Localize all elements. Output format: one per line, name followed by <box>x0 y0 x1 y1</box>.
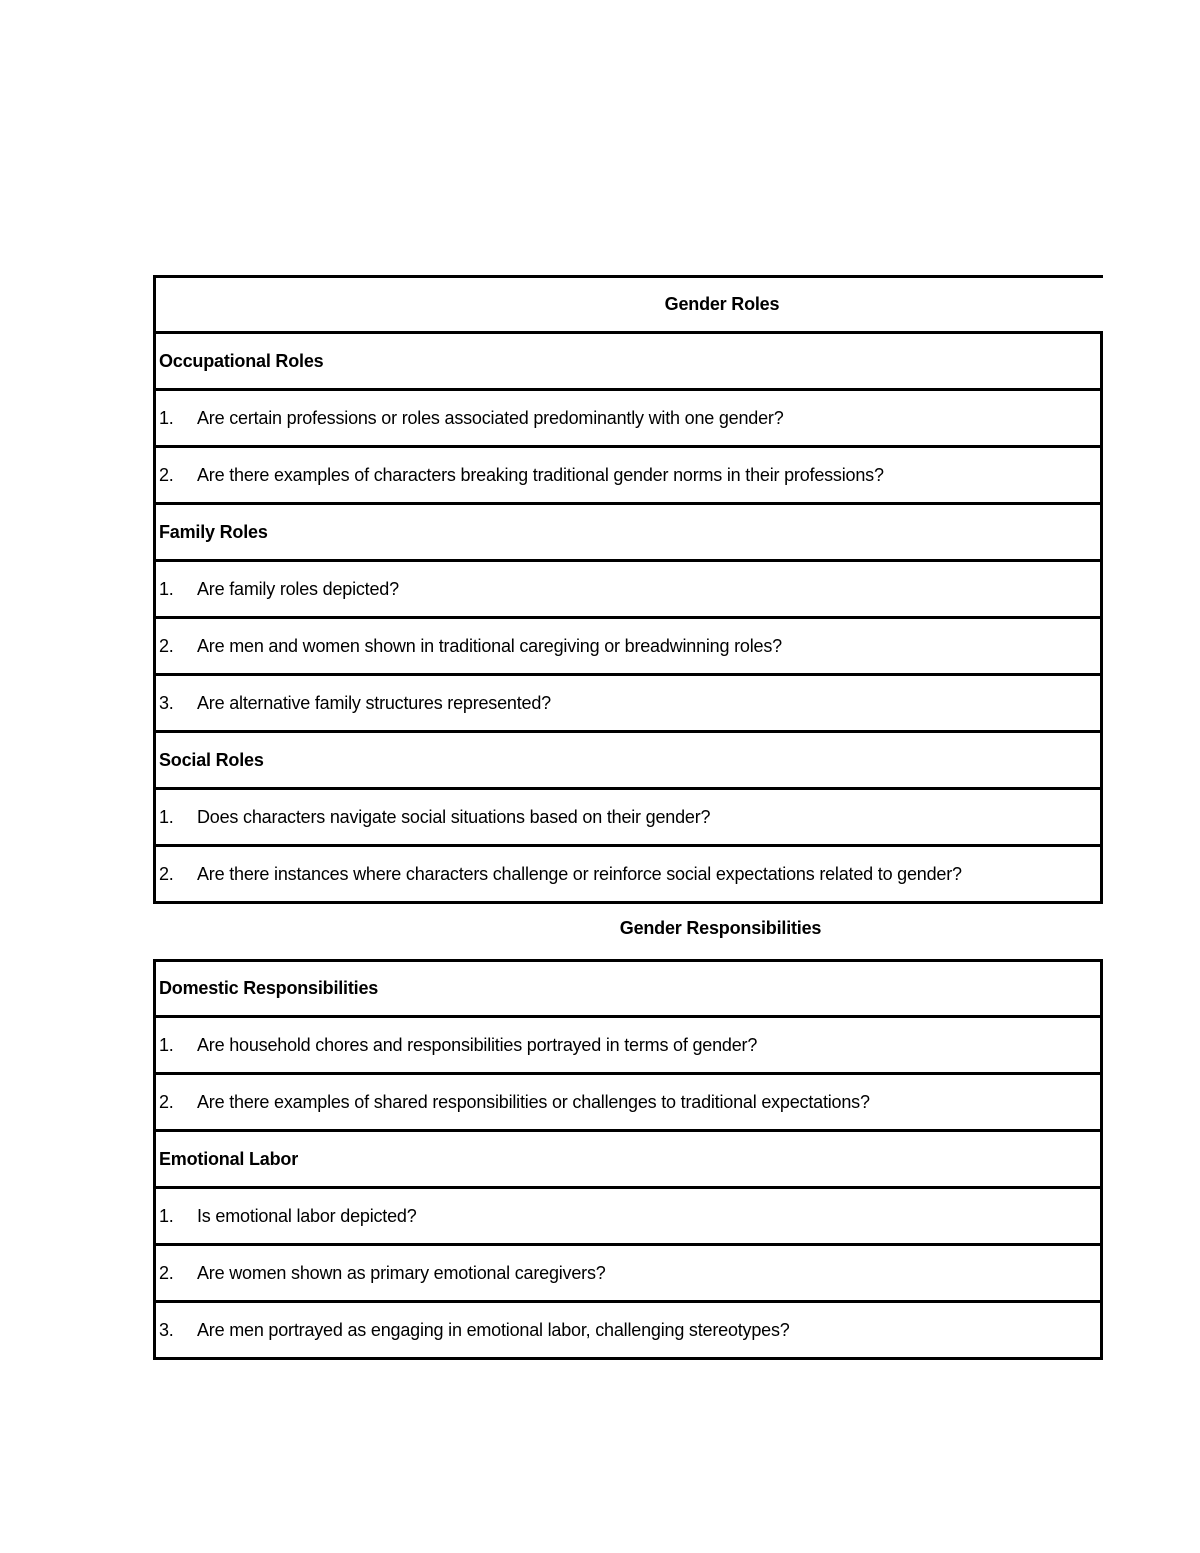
question-text: Are there examples of shared responsibilities or challenges to traditional expectations? <box>197 1091 870 1112</box>
question-row <box>153 790 1103 847</box>
question-text: Are men and women shown in traditional caregiving or breadwinning roles? <box>197 635 782 656</box>
question-row <box>153 1075 1103 1132</box>
question-number: 2. <box>159 635 174 656</box>
gender-responsibilities-title: Gender Responsibilities <box>619 918 822 938</box>
question-number: 1. <box>159 1205 174 1226</box>
section-heading-row <box>153 1132 1103 1189</box>
question-row <box>153 676 1103 733</box>
question-row <box>153 1189 1103 1246</box>
occupational-roles-heading: Occupational Roles <box>159 350 324 371</box>
question-number: 1. <box>159 806 174 827</box>
question-text: Are there instances where characters challenge or reinforce social expectations related to gender? <box>197 863 962 884</box>
question-text: Are alternative family structures represented? <box>197 692 551 713</box>
emotional-labor-heading: Emotional Labor <box>159 1148 299 1169</box>
gender-responsibilities-table <box>153 959 1103 1360</box>
family-roles-heading: Family Roles <box>159 521 268 542</box>
question-row <box>153 1303 1103 1360</box>
table-title-row <box>153 275 1103 334</box>
question-number: 1. <box>159 1034 174 1055</box>
question-row <box>153 847 1103 904</box>
question-text: Are family roles depicted? <box>197 578 399 599</box>
question-text: Are household chores and responsibilities portrayed in terms of gender? <box>197 1034 758 1055</box>
question-text: Are certain professions or roles associated predominantly with one gender? <box>197 407 784 428</box>
section-heading-row <box>153 959 1103 1018</box>
question-text: Does characters navigate social situations based on their gender? <box>197 806 711 827</box>
question-number: 2. <box>159 863 174 884</box>
question-text: Are there examples of characters breaking traditional gender norms in their professions? <box>197 464 884 485</box>
question-row <box>153 619 1103 676</box>
question-number: 1. <box>159 407 174 428</box>
question-row <box>153 1246 1103 1303</box>
question-row <box>153 562 1103 619</box>
section-heading-row <box>153 505 1103 562</box>
social-roles-heading: Social Roles <box>159 749 264 770</box>
question-row <box>153 1018 1103 1075</box>
question-row <box>153 391 1103 448</box>
question-number: 2. <box>159 1262 174 1283</box>
section-heading-row <box>153 733 1103 790</box>
question-number: 1. <box>159 578 174 599</box>
question-text: Are women shown as primary emotional caregivers? <box>197 1262 606 1283</box>
question-number: 2. <box>159 464 174 485</box>
question-text: Are men portrayed as engaging in emotional labor, challenging stereotypes? <box>197 1319 790 1340</box>
question-row <box>153 448 1103 505</box>
question-text: Is emotional labor depicted? <box>197 1205 417 1226</box>
section-heading-row <box>153 334 1103 391</box>
question-number: 3. <box>159 1319 174 1340</box>
domestic-responsibilities-heading: Domestic Responsibilities <box>159 978 379 998</box>
question-number: 3. <box>159 692 174 713</box>
gender-roles-title: Gender Roles <box>664 294 780 314</box>
gender-roles-table <box>153 275 1103 904</box>
question-number: 2. <box>159 1091 174 1112</box>
